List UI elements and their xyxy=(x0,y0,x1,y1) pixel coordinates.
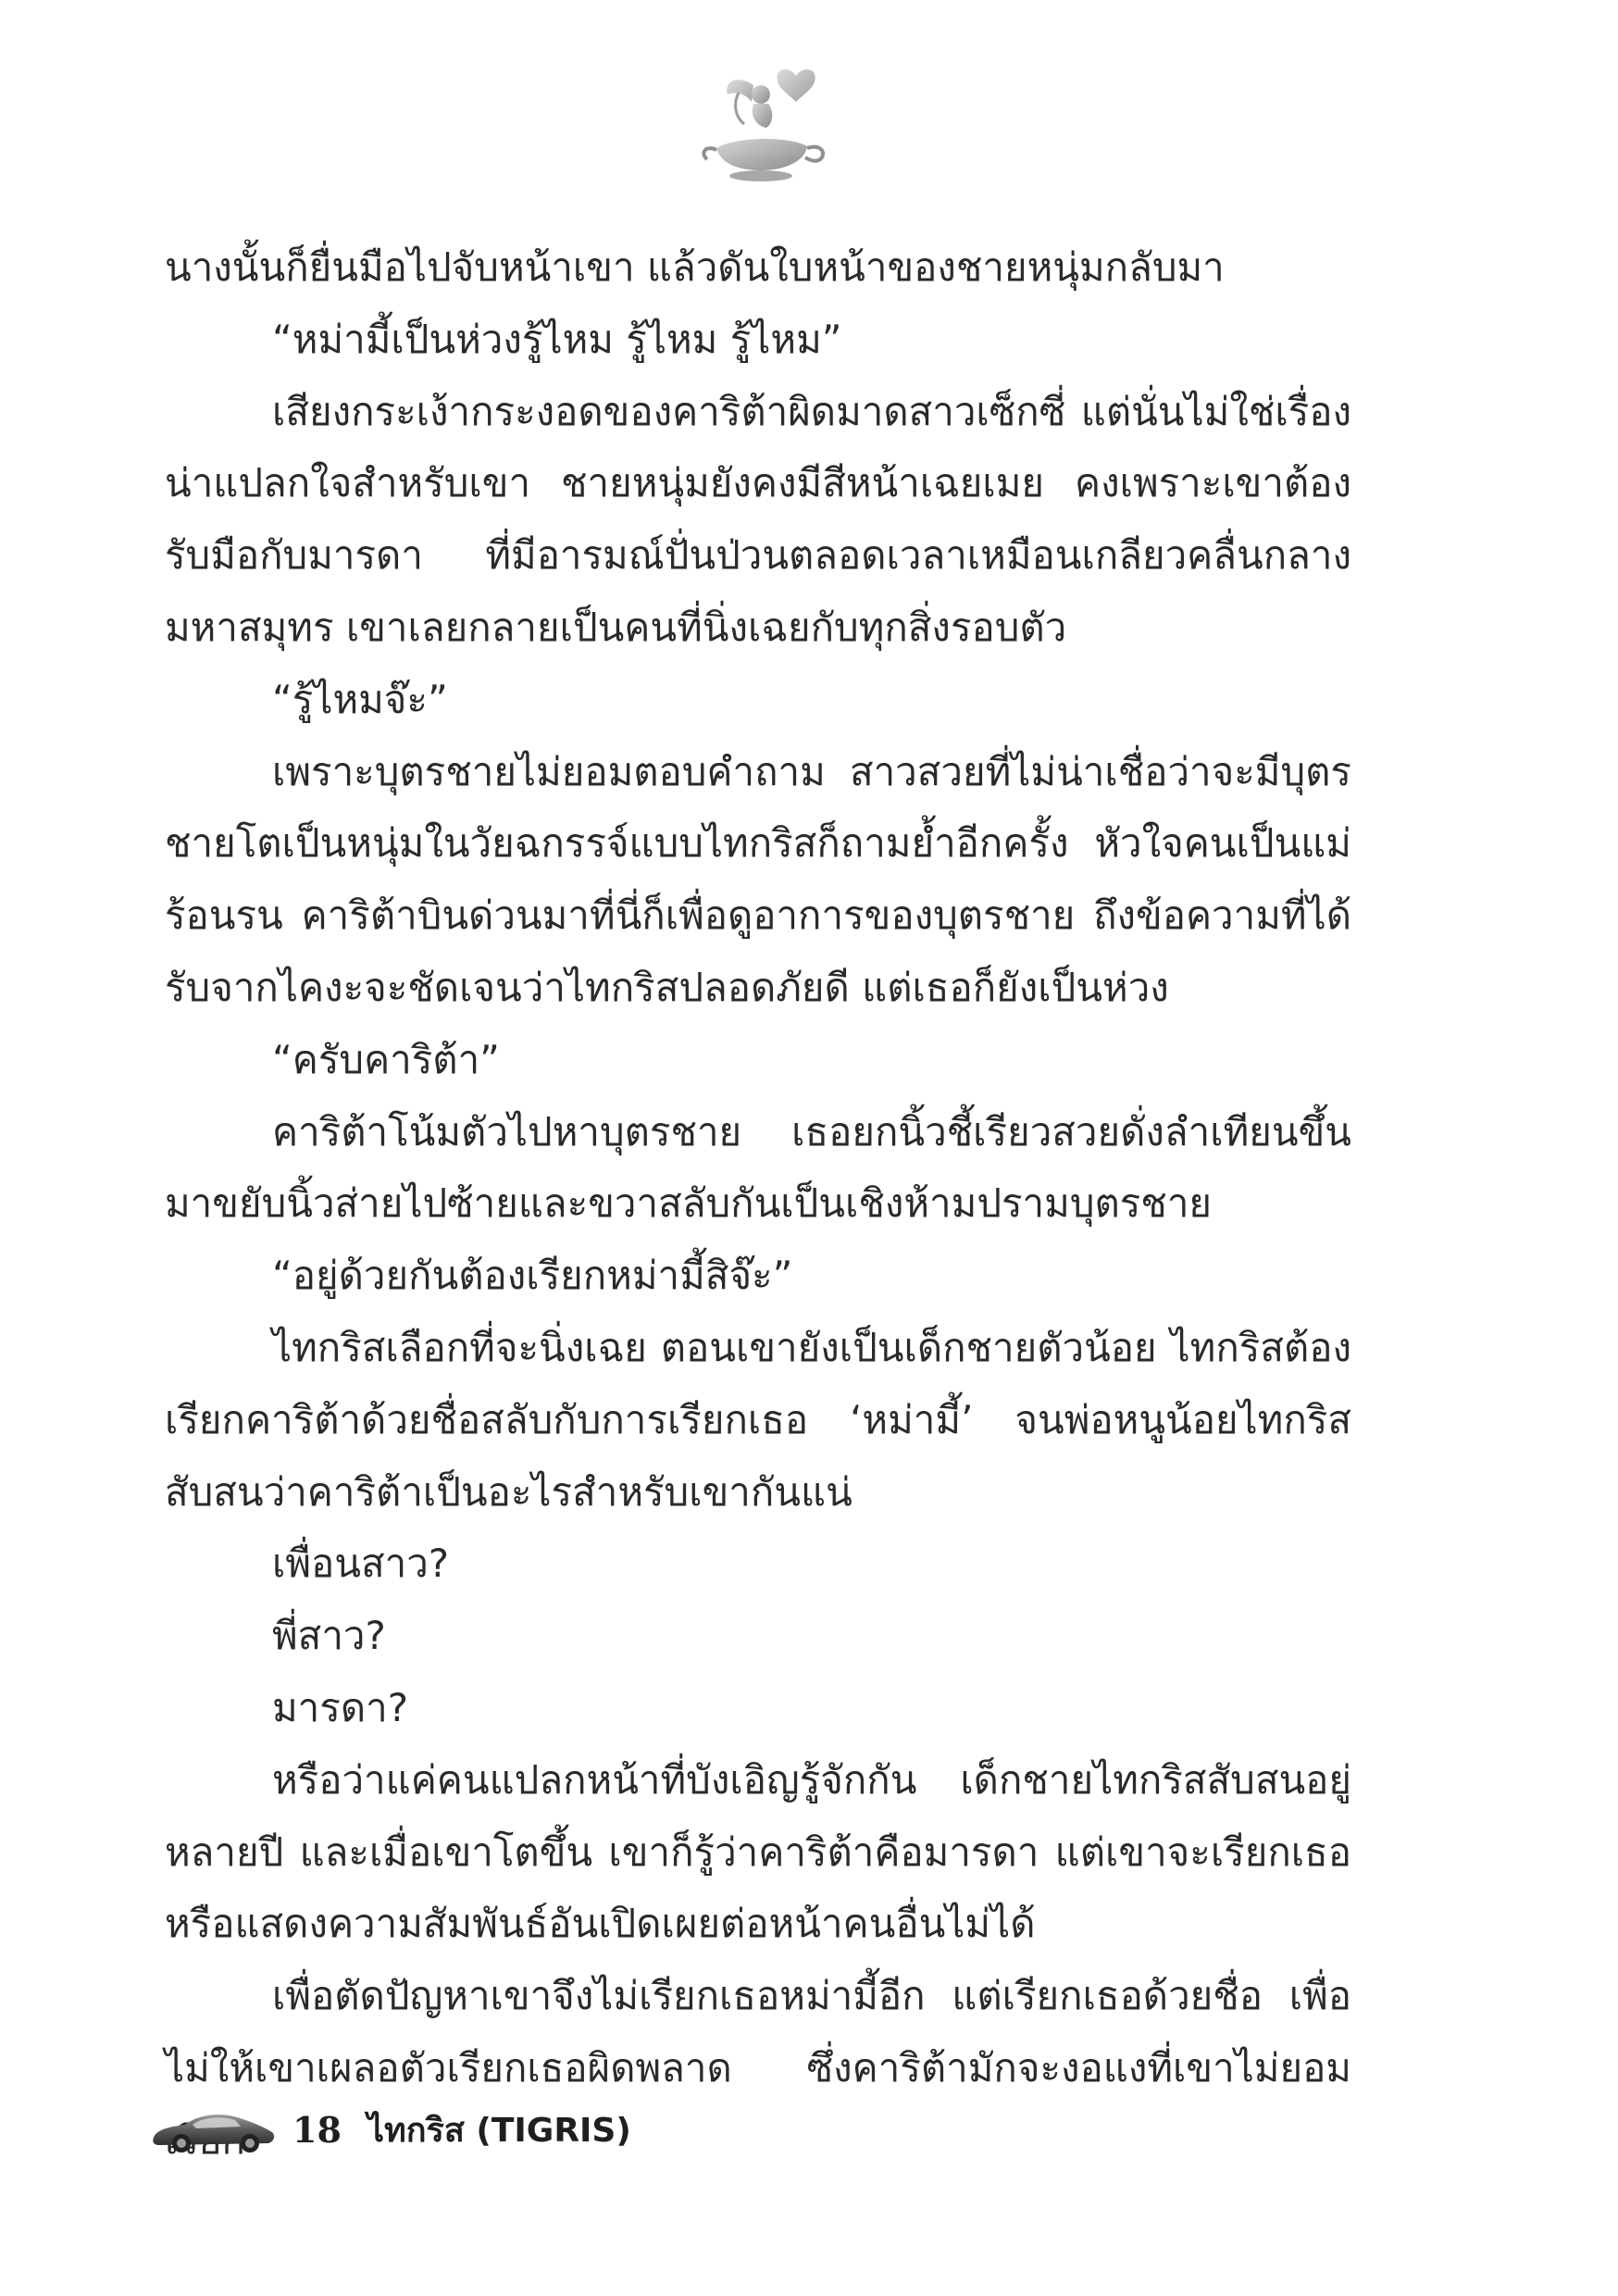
paragraph: หรือว่าแค่คนแปลกหน้าที่บังเอิญรู้จักกัน เด็กชายไทกริสสับสนอยู่หลายปี และเมื่อเขาโตขึ้น เขาก็รู้ว่าคาริต้าคือมารดา แต่เขาจะเรียกเธอหรือแสดงความสัมพันธ์อันเปิดเผยต่อหน้าคนอื่นไม่ได้ xyxy=(165,1756,1351,1947)
paragraph: “อยู่ด้วยกันต้องเรียกหม่ามี้สิจ๊ะ” xyxy=(272,1253,793,1299)
paragraph: “หม่ามี้เป็นห่วงรู้ไหม รู้ไหม รู้ไหม” xyxy=(272,316,842,362)
paragraph: คาริต้าโน้มตัวไปหาบุตรชาย เธอยกนิ้วชี้เรียวสวยดั่งลำเทียนขึ้นมาขยับนิ้วส่ายไปซ้ายและขวาสลับกันเป็นเชิงห้ามปรามบุตรชาย xyxy=(165,1108,1351,1227)
paragraph: “ครับคาริต้า” xyxy=(272,1036,500,1082)
paragraph: พี่สาว? xyxy=(272,1613,386,1659)
paragraph: ไทกริสเลือกที่จะนิ่งเฉย ตอนเขายังเป็นเด็กชายตัวน้อย ไทกริสต้องเรียกคาริต้าด้วยชื่อสลับกับการเรียกเธอ ‘หม่ามี้’ จนพ่อหนูน้อยไทกริสสับสนว่าคาริต้าเป็นอะไรสำหรับเขากันแน่ xyxy=(165,1324,1351,1515)
paragraph: มารดา? xyxy=(272,1684,408,1730)
page-footer xyxy=(148,2102,631,2157)
book-title: ไทกริส (TIGRIS) xyxy=(367,2111,631,2150)
paragraph: “รู้ไหมจ๊ะ” xyxy=(272,676,448,722)
cupid-teapot-icon xyxy=(696,57,829,187)
paragraph: เพราะบุตรชายไม่ยอมตอบคำถาม สาวสวยที่ไม่น่าเชื่อว่าจะมีบุตรชายโตเป็นหนุ่มในวัยฉกรรจ์แบบไทกริสก็ถามย้ำอีกครั้ง หัวใจคนเป็นแม่ร้อนรน คาริต้าบินด่วนมาที่นี่ก็เพื่อดูอาการของบุตรชาย ถึงข้อความที่ได้รับจากไคงะจะชัดเจนว่าไทกริสปลอดภัยดี แต่เธอก็ยังเป็นห่วง xyxy=(165,748,1351,1010)
paragraph: เสียงกระเง้ากระงอดของคาริต้าผิดมาดสาวเซ็กซี่ แต่นั่นไม่ใช่เรื่องน่าแปลกใจสำหรับเขา ชายหนุ่มยังคงมีสีหน้าเฉยเมย คงเพราะเขาต้องรับมือกับมารดา ที่มีอารมณ์ปั่นป่วนตลอดเวลาเหมือนเกลียวคลื่นกลางมหาสมุทร เขาเลยกลายเป็นคนที่นิ่งเฉยกับทุกสิ่งรอบตัว xyxy=(165,388,1351,650)
paragraph: เพื่อตัดปัญหาเขาจึงไม่เรียกเธอหม่ามี้อีก แต่เรียกเธอด้วยชื่อ เพื่อไม่ให้เขาเผลอตัวเรียกเธอผิดพลาด ซึ่งคาริต้ามักจะงอแงที่เขาไม่ยอม xyxy=(165,1973,1351,2090)
paragraph: นางนั้นก็ยื่นมือไปจับหน้าเขา แล้วดันใบหน้าของชายหนุ่มกลับมา xyxy=(165,244,1225,290)
paragraph: เพื่อนสาว? xyxy=(272,1541,450,1587)
page-number: 18 xyxy=(292,2108,342,2151)
body-text xyxy=(165,231,1351,2177)
sports-car-icon xyxy=(148,2103,278,2156)
